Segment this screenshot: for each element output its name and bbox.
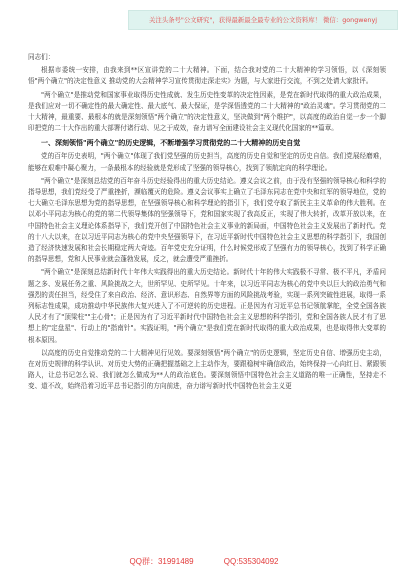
body-paragraph: "两个确立"是推动党和国家事业取得历史性成就、发生历史性变革的决定性因素，是党在新时代取得的重大政治成果，是我们应对一切不确定性的最大确定性、最大底气、最大保证，是学深悟透党的二十大精神的"政治灵魂"。学习贯彻党的二十大精神，最重要、最根本的就是深刻领悟"两个确立"的决定性意义，坚决做到"两个维护"，以高度的政治自觉一步一个脚印把党的二十大作出的重大部署付诸行动、见之于成效，奋力谱写全面建设社会主义现代化国家的**篇章。 xyxy=(28,90,386,133)
salutation: 同志们： xyxy=(28,53,55,61)
body-paragraph: "两个确立"是深刻总结党的百年奋斗历史经验得出的重大历史结论。遵义会议之前，由于没有坚强的领导核心和科学的指导思想，我们党经受了严重挫折，濒临覆灭的危险。遵义会议事实上确立了毛泽东同志在党中央和红军的领导地位，党的七大确立毛泽东思想为党的指导思想，在坚强领导核心和科学理论的指引下，我们党夺取了新民主主义革命的伟大胜利。在以邓小平同志为核心的党的第二代领导集体的坚强领导下，党和国家实现了我高反正，实现了伟大转折，改革开放以来，在中国特色社会主义理论体系指导下，我们党开创了中国特色社会主义事业的新局面，中国特色社会主义发展出了新时代。党的十八大以来，在以习近平同志为核心的党中央坚强领导下，在习近平新时代中国特色社会主义思想的科学指引下，我国创造了经济快速发展和社会长期稳定两大奇迹。百年党史充分证明，什么时候党形成了坚强有力的领导核心，找到了科学正确的指导思想，党和人民事业就会蓬勃发展，反之，就会遭受严重挫折。 xyxy=(28,176,386,264)
body-paragraph: 党的百年历史表明，"两个确立"体现了我们党坚强的历史担当，高度的历史自觉和坚定的历史自信。我们党展经磨难，能够在艰难中凝心聚力，一条最根本的经验就是党形成了坚强的领导核心，找到了领航定向的科学理论。 xyxy=(28,152,386,172)
body-paragraph: "两个确立"是深刻总结新时代十年伟大实践得出的重大历史结论。新时代十年的伟大实践极不寻常、极不平凡，矛盾问题之多、发展任务之重、风险挑战之大，世所罕见、史所罕见。十年来，以习近平同志为核心的党中央以巨大的政治勇气和强烈的责任担当，经受住了来自政治、经济、意识形态、自然界等方面的风险挑战考验，实现一系列突破性进展，取得一系列标志性成果，成功推动中华民族伟大复兴进入了不可逆转的历史进程。正是因为有习近平总书记领航掌舵，全党全国各族人民才有了"顶梁柱""主心骨"；正是因为有了习近平新时代中国特色社会主义思想的科学指引，党和全国各族人民才有了思想上的"定盘星"、行动上的"指南针"。实践证明，"两个确立"是我们党在新时代取得的重大政治成果，也是取得伟大变革的根本原因。 xyxy=(28,268,386,344)
header-banner: 关注头条号"公文研究"，获得最新最全最专业的公文资料库！ 微信：gongwenyj xyxy=(128,10,398,30)
section-heading: 一、深刻领悟"两个确立"的历史逻辑，不断增强学习贯彻党的二十大精神的历史自觉 xyxy=(41,139,301,148)
qq-text: QQ:535304092 xyxy=(223,557,279,566)
document-page xyxy=(28,46,386,395)
footer-contact xyxy=(0,556,408,567)
intro-paragraph: 根据市委统一安排，由我来到**区宣讲党的二十大精神。下面，结合我对党的二十大精神的学习领悟，以《深刻领悟"两个确立"的决定性意义 推动党的大会精神学习宣传贯彻走深走实》为题，与大家进行交流，不到之处请大家批评。 xyxy=(28,66,386,86)
qq-group-text: QQ群：31991489 xyxy=(129,557,194,566)
body-paragraph: 以高度的历史自觉推动党的二十大精神见行见效。要深刻领悟"两个确立"的历史逻辑，坚定历史自信、增强历史主动，在对历史规律的科学认识、对历史大势的正确把握基础之上主动作为，要跟稳树牢确信政治，始终保持一心向红日、紧跟领路人，让总书记怎么说、我们就怎么做成为**人的政治底色。要深刻领悟中国特色社会主义道路的唯一正确性，坚持走不变、道不改，始终沿着习近平总书记指引的方向前进，奋力谱写新时代中国特色社会主义更 xyxy=(28,348,386,391)
